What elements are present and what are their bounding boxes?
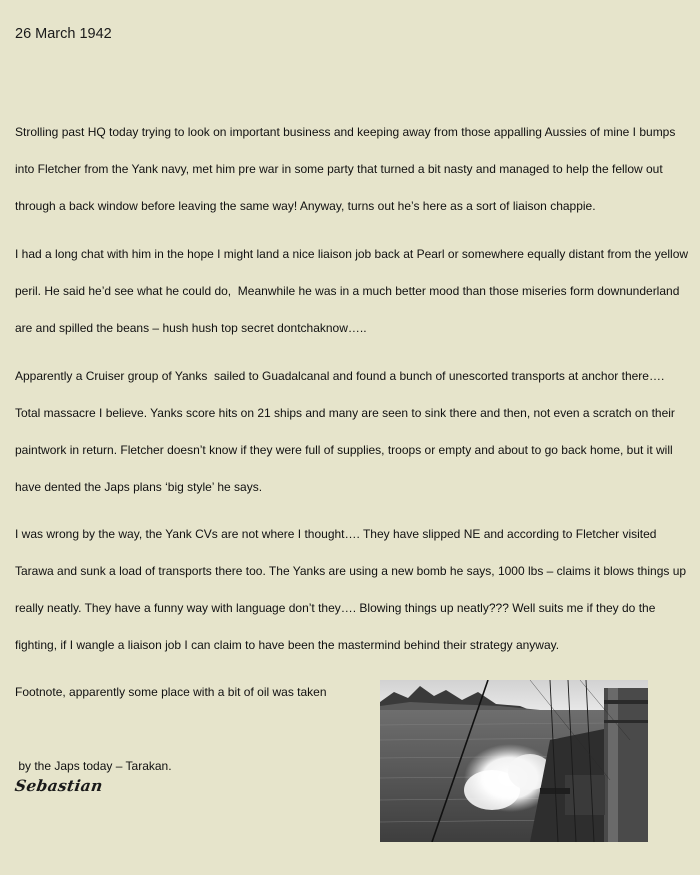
paragraph-1: Strolling past HQ today trying to look on important business and keeping away from those appalling Aussies of mine I bumps into Fletcher from the Yank navy, met him pre war in some party that turned a bit nasty and managed to help the fellow out through a back window before leaving the same way! Anyway, turns out he’s here as a sort of liaison chappie. <box>15 125 679 213</box>
signature: Sebastian <box>13 776 105 795</box>
paragraph-2: I had a long chat with him in the hope I might land a nice liaison job back at Pearl or somewhere equally distant from the yellow peril. He said he’d see what he could do, Meanwhile he was in a much better mood than those miseries form downunderland are and spilled the beans – hush hush top secret dontchaknow….. <box>15 247 692 335</box>
paragraph-3: Apparently a Cruiser group of Yanks sailed to Guadalcanal and found a bunch of unescorted transports at anchor there…. Total massacre I believe. Yanks score hits on 21 ships and many are seen to sink there and then, not even a scratch on their paintwork in return. Fletcher doesn’t know if they were full of supplies, troops or empty and about to go back home, but it will have dented the Japs plans ‘big style’ he says. <box>15 369 679 494</box>
footnote: Footnote, apparently some place with a bit of oil was taken by the Japs today – Tarakan. <box>15 685 327 773</box>
warship-gunfire-photo <box>380 680 648 842</box>
entry-date: 26 March 1942 <box>15 26 112 42</box>
paragraph-4: I was wrong by the way, the Yank CVs are not where I thought…. They have slipped NE and according to Fletcher visited Tarawa and sunk a load of transports there too. The Yanks are using a new bomb he says, 1000 lbs – claims it blows things up really neatly. They have a funny way with language don’t they…. Blowing things up neatly??? Well suits me if they do the fighting, if I wangle a liaison job I can claim to have been the mastermind behind their strategy anyway. <box>15 527 690 652</box>
